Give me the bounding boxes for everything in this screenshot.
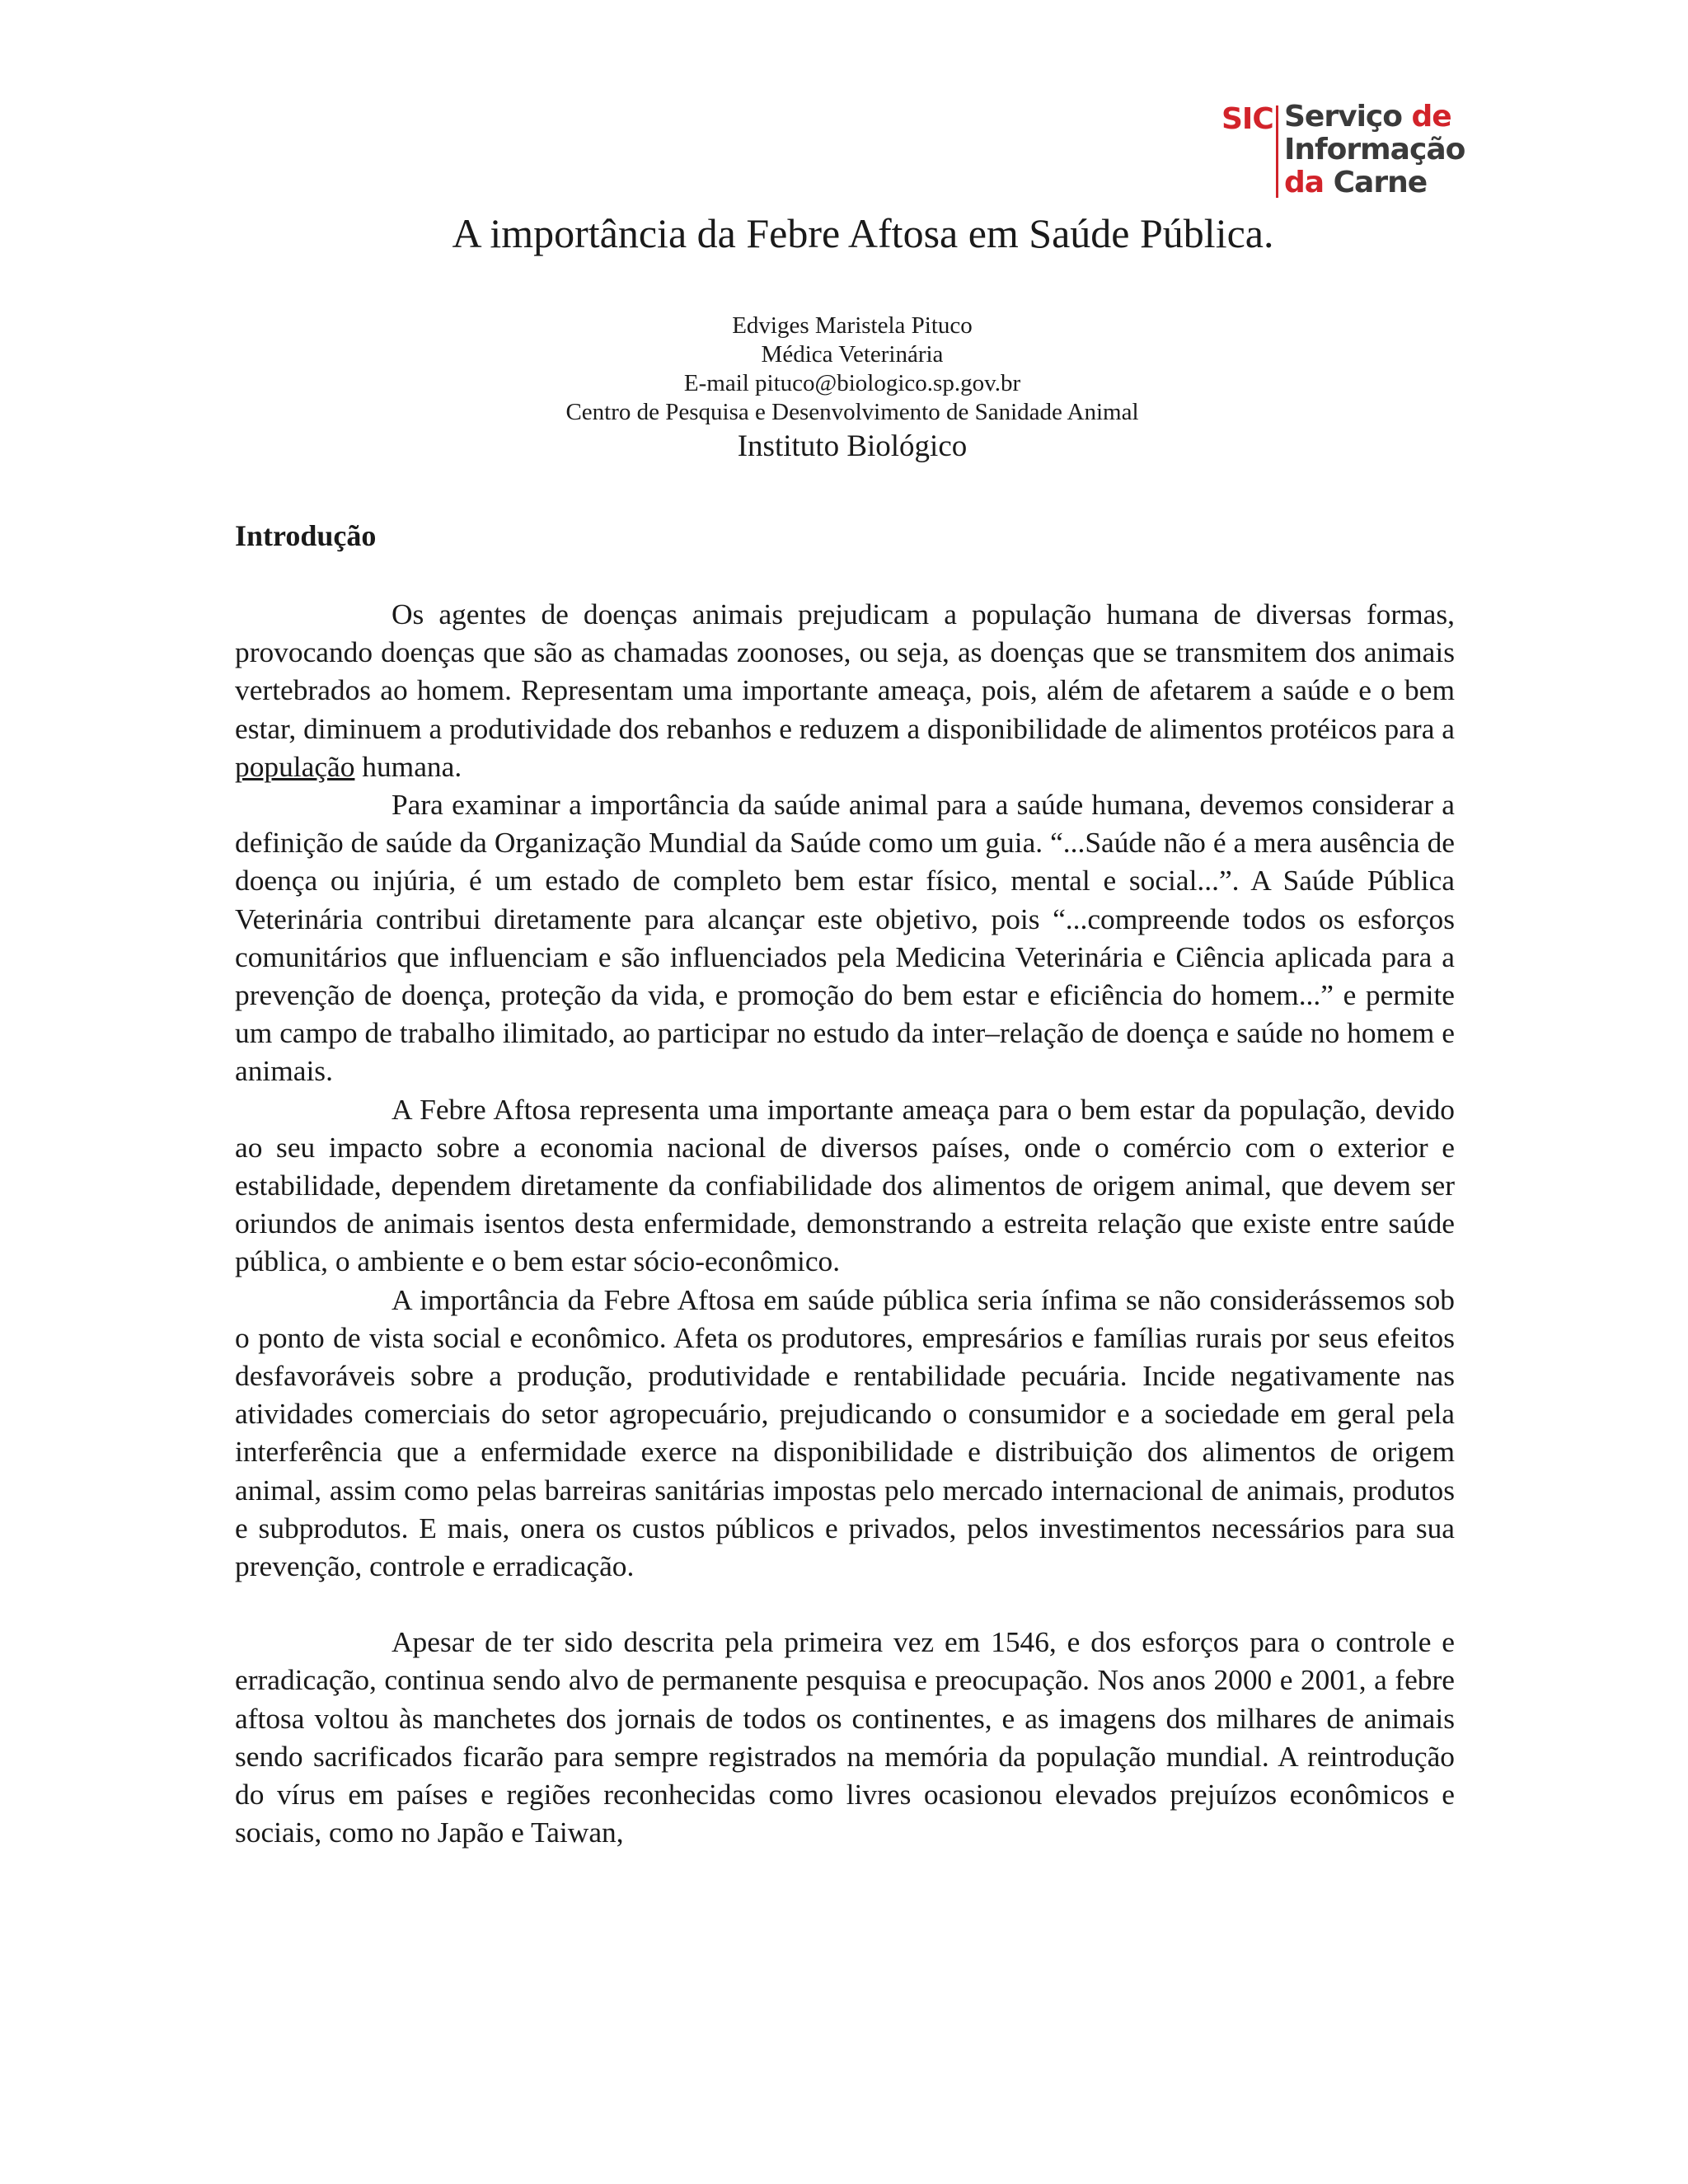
logo-abbr: SIC xyxy=(1221,102,1273,136)
logo-line-3: da Carne xyxy=(1284,166,1428,199)
author-institute: Instituto Biológico xyxy=(737,429,968,463)
underlined-word: população xyxy=(235,749,355,783)
sic-logo xyxy=(1218,97,1465,201)
body-text xyxy=(235,595,1455,1852)
paragraph-3: A Febre Aftosa representa uma importante ameaça para o bem estar da população, devido ao seu impacto sobre a economia nacional de diversos países, onde o comércio com o exterior e estabilidade, dependem diretamente da confiabilidade dos alimentos de origem animal, que devem ser oriundos de animais isentos desta enfermidade, demonstrando a estreita relação que existe entre saúde pública, o ambiente e o bem estar sócio-econômico. xyxy=(235,1092,1455,1278)
paragraph-1: Os agentes de doenças animais prejudicam a população humana de diversas formas, provocando doenças que são as chamadas zoonoses, ou seja, as doenças que se transmitem dos animais vertebrados ao homem. Representam uma importante ameaça, pois, além de afetarem a saúde e o bem estar, diminuem a produtividade dos rebanhos e reduzem a disponibilidade de alimentos protéicos para a população humana. xyxy=(235,598,1455,783)
author-name: Edviges Maristela Pituco xyxy=(732,312,973,339)
logo-divider xyxy=(1276,105,1278,198)
author-role: Médica Veterinária xyxy=(761,341,944,368)
paragraph-4: A importância da Febre Aftosa em saúde pública seria ínfima se não considerássemos sob o ponto de vista social e econômico. Afeta os produtores, empresários e famílias rurais por seus efeitos desfavoráveis sobre a produção, produtividade e rentabilidade pecuária. Incide negativamente nas atividades comerciais do setor agropecuário, prejudicando o consumidor e a sociedade em geral pela interferência que a enfermidade exerce na disponibilidade e distribuição dos alimentos de origem animal, assim como pelas barreiras sanitárias impostas pelo mercado internacional de animais, produtos e subprodutos. E mais, onera os custos públicos e privados, pelos investimentos necessários para sua prevenção, controle e erradicação. xyxy=(235,1282,1455,1583)
author-center: Centro de Pesquisa e Desenvolvimento de Sanidade Animal xyxy=(565,399,1139,425)
paragraph-5: Apesar de ter sido descrita pela primeira vez em 1546, e dos esforços para o controle e erradicação, continua sendo alvo de permanente pesquisa e preocupação. Nos anos 2000 e 2001, a febre aftosa voltou às manchetes dos jornais de todos os continentes, e as imagens dos milhares de animais sendo sacrificados ficarão para sempre registrados na memória da população mundial. A reintrodução do vírus em países e regiões reconhecidas como livres ocasionou elevados prejuízos econômicos e sociais, como no Japão e Taiwan, xyxy=(235,1625,1455,1849)
paragraph-2: Para examinar a importância da saúde animal para a saúde humana, devemos considerar a definição de saúde da Organização Mundial da Saúde como um guia. “...Saúde não é a mera ausência de doença ou injúria, é um estado de completo bem estar físico, mental e social...”. A Saúde Pública Veterinária contribui diretamente para alcançar este objetivo, pois “...compreende todos os esforços comunitários que influenciam e são influenciados pela Medicina Veterinária e Ciência aplicada para a prevenção de doença, proteção da vida, e promoção do bem estar e eficiência do homem...” e permite um campo de trabalho ilimitado, ao participar no estudo da inter–relação de doença e saúde no homem e animais. xyxy=(235,788,1455,1088)
document-title: A importância da Febre Aftosa em Saúde Pública. xyxy=(452,210,1274,256)
section-heading: Introdução xyxy=(235,519,377,552)
logo-line-1: Serviço de xyxy=(1284,100,1451,134)
logo-line-2: Informação xyxy=(1284,133,1465,166)
author-email: E-mail pituco@biologico.sp.gov.br xyxy=(683,370,1021,396)
author-block xyxy=(0,312,1688,466)
